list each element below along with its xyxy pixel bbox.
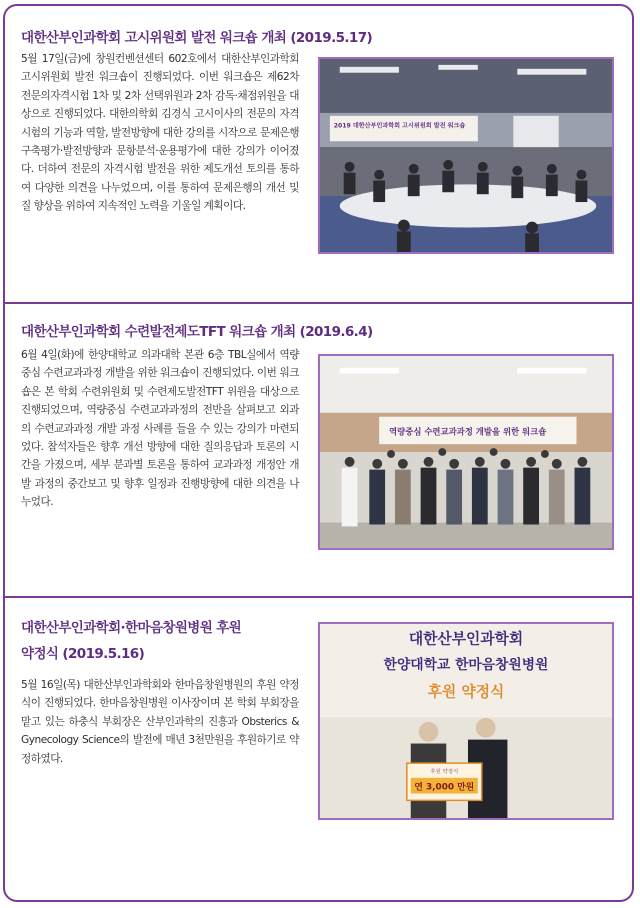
section-1-body: 5월 17일(금)에 창원컨벤션센터 602호에서 대한산부인과학회 고시위원회 발전 워크숍이 진행되었다. 이번 워크숍은 제62차 전문의자격시험 1차 및 2차 선택위원과 2차 감독·채점위원을 대상으로 진행되었다. 대한의학회 김경식 고시이사의 전문의 자격시험의 기능과 역할, 발전방향에 대한 강의를 시작으로 문제은행 구축평가·발전방향과 문항분석·운용평가에 대한 강의가 이어졌다. 더하여 전문의 자격시험 발전을 위한 제도개선 토의를 통하여 다양한 의견을 나누었으며, 이를 통하여 문제은행의 개선 및 질 향상을 위하여 지속적인 노력을 기울일 계획이다. [21, 53, 299, 213]
section-3-photo-banner-line1: 대한산부인과학회 [408, 630, 524, 648]
section-1-photo-banner: 2019 대한산부인과학회 고시위원회 발전 워크숍 [333, 122, 466, 130]
section-2-body: 6월 4일(화)에 한양대학교 의과대학 본관 6층 TBL실에서 역량중심 수련교과과정 개발을 위한 워크숍이 진행되었다. 이번 워크숍은 본 학회 수련위원회 및 수련제도발전TFT 위원을 대상으로 진행되었으며, 역량중심 수련교과과정의 전반을 살펴보고 외과의 수련교과과정 개발 과정 사례를 들을 수 있는 강의가 마련되었다. 참석자들은 향후 개선 방향에 대한 질의응답과 토론의 시간을 가졌으며, 세부 분과별 토론을 통하여 교과과정 개정안 개발 과정의 중간보고 및 향후 일정과 진행방향에 대한 의견을 나누었다. [21, 349, 299, 509]
section-3-body: 5월 16일(목) 대한산부인과학회와 한마음창원병원의 후원 약정식이 진행되었다. 한마음창원병원 이사장이며 본 학회 부회장을 맡고 있는 하충식 부회장은 산부인과학의 진흥과 Obsterics & Gynecology Science의 발전에 매년 3천만원을 후원하기로 약정하였다. [21, 679, 299, 765]
section-3-photo-board-amount: 연 3,000 만원 [414, 782, 475, 793]
section-2-photo [318, 354, 614, 550]
section-divider-2 [3, 596, 634, 598]
section-3-photo-board-caption: 후원 약정식 [430, 768, 459, 775]
section-1-title: 대한산부인과학회 고시위원회 발전 워크숍 개최 (2019.5.17) [21, 30, 373, 46]
section-3-title-line2: 약정식 (2019.5.16) [21, 646, 145, 662]
section-3-photo-banner-line3: 후원 약정식 [427, 683, 505, 701]
section-3-photo-banner-line2: 한양대학교 한마음창원병원 [383, 657, 549, 674]
section-3-title-line1: 대한산부인과학회·한마음창원병원 후원 [21, 620, 242, 636]
section-1-photo [318, 57, 614, 254]
section-2-photo-banner: 역량중심 수련교과과정 개발을 위한 워크숍 [389, 426, 547, 437]
section-3-photo [318, 622, 614, 820]
section-2-title: 대한산부인과학회 수련발전제도TFT 워크숍 개최 (2019.6.4) [21, 324, 373, 340]
section-divider-1 [3, 302, 634, 304]
